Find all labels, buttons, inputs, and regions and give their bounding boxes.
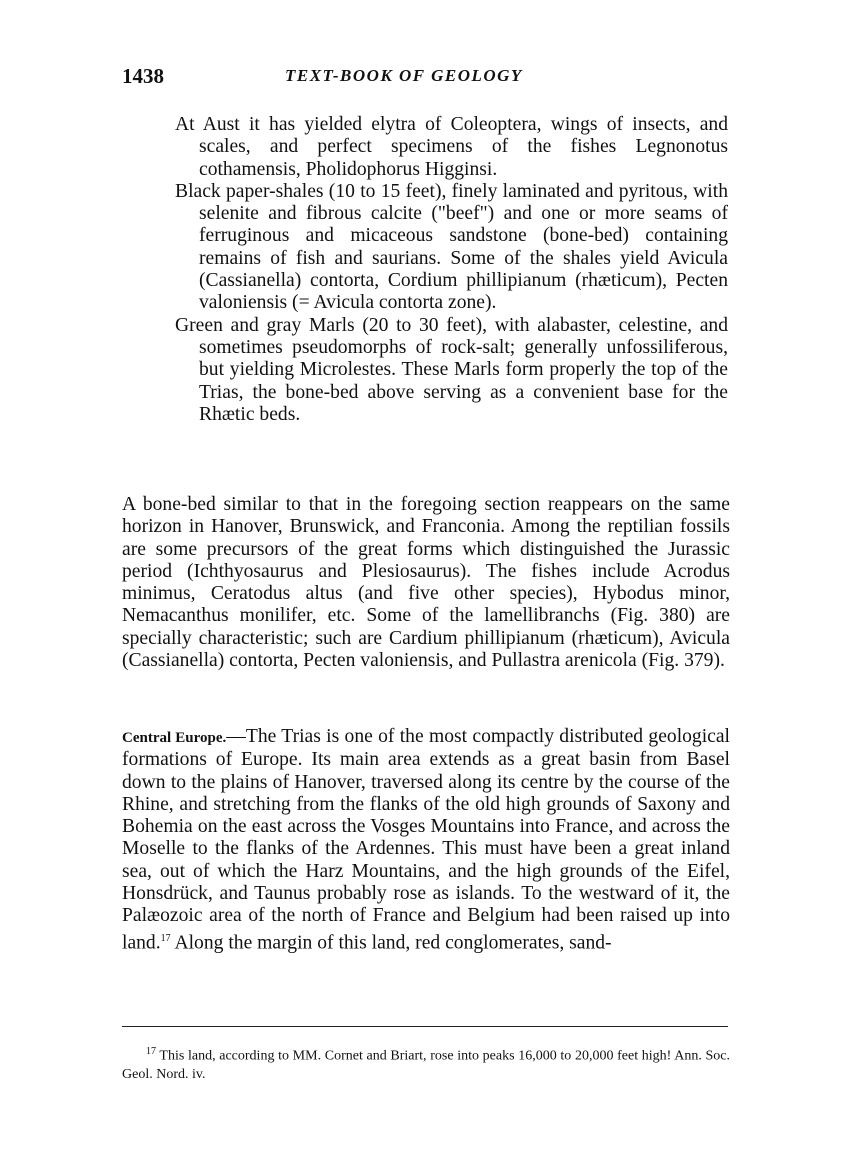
footnote-text: This land, according to MM. Cornet and Briart, rose into peaks 16,000 to 20,000 feet high! Ann. Soc. Geol. Nord. iv. [122, 1048, 730, 1083]
central-europe-paragraph [122, 726, 730, 955]
list-item: Green and gray Marls (20 to 30 feet), with alabaster, celestine, and sometimes pseudomorphs of rock-salt; generally unfossiliferous, but yielding Microlestes. These Marls form properly the top of the Trias, the bone-bed above serving as a convenient base for the Rhætic beds. [175, 314, 728, 425]
section-heading: Central Europe. [122, 730, 227, 746]
footnote-paragraph [122, 1043, 730, 1085]
bone-bed-paragraph-block [122, 494, 730, 672]
section-list [175, 114, 728, 426]
central-europe-body: —The Trias is one of the most compactly distributed geological formations of Europe. Its main area extends as a great basin from Basel down to the plains of Hanover, traversed along its centre by the course of the Rhine, and stretching from the flanks of the old high grounds of Saxony and Bohemia on the east across the Vosges Mountains into France, and across the Moselle to the flanks of the Ardennes. This must have been a great inland sea, out of which the Harz Mountains, and the high grounds of the Eifel, Honsdrück, and Taunus probably rose as islands. To the westward of it, the Palæozoic area of the north of France and Belgium had been raised up into land. [122, 726, 731, 954]
footnote-divider [122, 1026, 728, 1027]
footnote [122, 1043, 730, 1085]
footnote-reference[interactable]: 17 [160, 932, 171, 944]
list-item: At Aust it has yielded elytra of Coleoptera, wings of insects, and scales, and perfect specimens of the fishes Legnonotus cothamensis, Pholidophorus Higginsi. [175, 114, 728, 180]
page-number: 1438 [122, 64, 164, 88]
central-europe-tail: Along the margin of this land, red conglomerates, sand- [170, 932, 612, 954]
running-title: TEXT-BOOK OF GEOLOGY [285, 66, 523, 85]
central-europe-section [122, 726, 730, 955]
list-item: Black paper-shales (10 to 15 feet), finely laminated and pyritous, with selenite and fibrous calcite ("beef") and one or more seams of ferruginous and micaceous sandstone (bone-bed) containing remains of fish and saurians. Some of the shales yield Avicula (Cassianella) contorta, Cordium phillipianum (rhæticum), Pecten valoniensis (= Avicula contorta zone). [175, 180, 728, 314]
footnote-marker: 17 [146, 1046, 156, 1057]
bone-bed-paragraph: A bone-bed similar to that in the foregoing section reappears on the same horizon in Hanover, Brunswick, and Franconia. Among the reptilian fossils are some precursors of the great forms which distinguished the Jurassic period (Ichthyosaurus and Plesiosaurus). The fishes include Acrodus minimus, Ceratodus altus (and five other species), Hybodus minor, Nemacanthus monilifer, etc. Some of the lamellibranchs (Fig. 380) are specially characteristic; such are Cardium phillipianum (rhæticum), Avicula (Cassianella) contorta, Pecten valoniensis, and Pullastra arenicola (Fig. 379). [122, 494, 730, 672]
